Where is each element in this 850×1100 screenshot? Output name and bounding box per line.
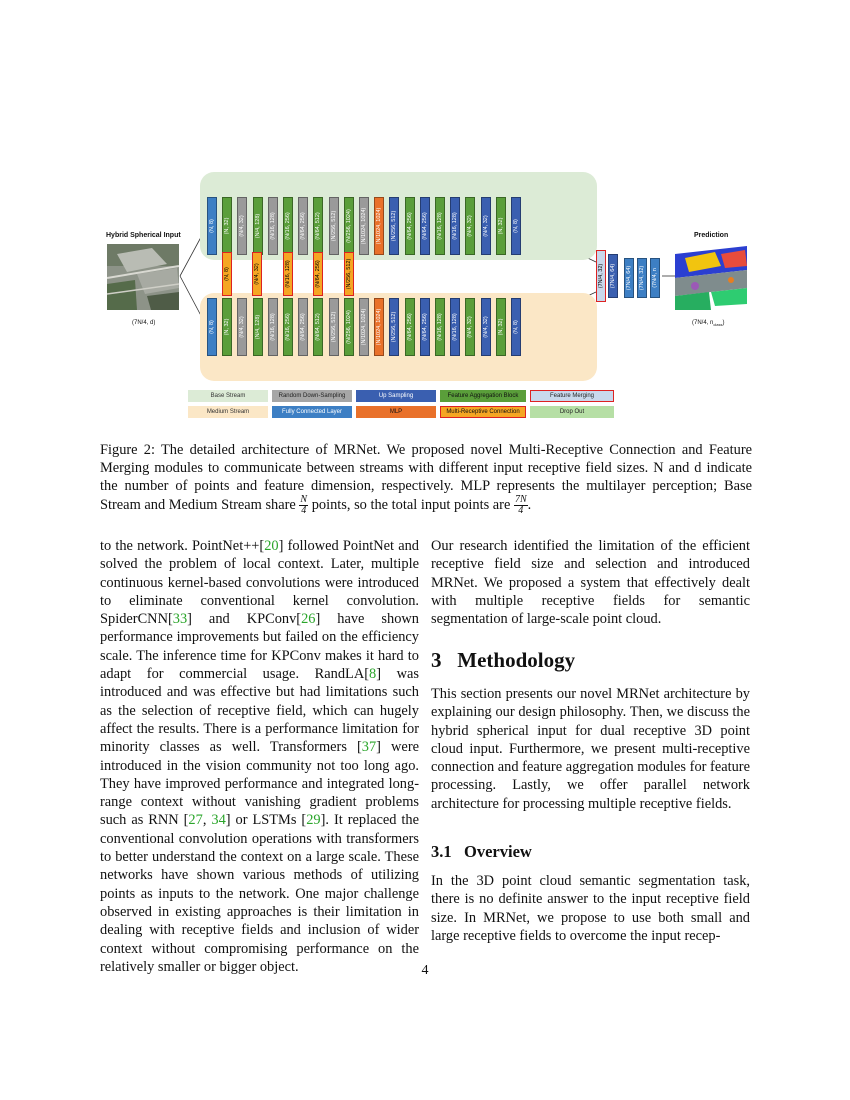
merge-block: (7N/4, 32): [596, 250, 606, 302]
base-block: (N/16, 256): [283, 197, 293, 255]
fraction-n-over-4: $\frac{N}{4}$: [300, 494, 308, 516]
subsection-paragraph: In the 3D point cloud semantic segmentation task, there is no definite answer to the input receptive field size. In MRNet, we propose to use both small and large receptive fields to overcome the input recep-: [431, 873, 750, 944]
input-point-cloud-image: [107, 244, 179, 310]
medium-block: (N/64, 256): [420, 298, 430, 356]
citation-link[interactable]: 27: [188, 812, 203, 829]
legend-item: Feature Merging: [530, 390, 614, 402]
medium-block: (N/4, 32): [481, 298, 491, 356]
prediction-point-cloud-image: [675, 244, 747, 310]
legend-item: Fully Connected Layer: [272, 406, 352, 418]
base-block: (N/256, 512): [329, 197, 339, 255]
legend-item: Base Stream: [188, 390, 268, 402]
multi-receptive-connection-block: (N/16, 128): [283, 252, 293, 296]
medium-block: (N/16, 256): [283, 298, 293, 356]
base-block: (N/64, 512): [313, 197, 323, 255]
base-block: (N/4, 32): [481, 197, 491, 255]
medium-block: (N/16, 128): [435, 298, 445, 356]
base-block: (N/16, 128): [450, 197, 460, 255]
input-caption: (7N/4, d): [132, 320, 156, 326]
legend-item: Feature Aggregation Block: [440, 390, 526, 402]
multi-receptive-connection-block: (N/4, 32): [252, 252, 262, 296]
base-block: (N/64, 256): [298, 197, 308, 255]
citation-link[interactable]: 8: [369, 666, 377, 683]
figure-caption: Figure 2: The detailed architecture of MRNet. We proposed novel Multi-Receptive Connection and Feature Merging modules to communicate between streams with different input receptive field sizes. N and d indicate the number of points and feature dimension, respectively. MLP represents the multilayer perception; Base Stream and Medium Stream share $\frac{N}{4}$ points, so the total input points are $\frac{7N}{4}$ .: [100, 442, 752, 516]
medium-block: (N, 8): [207, 298, 217, 356]
merge-block: (7N/4, 64): [608, 254, 618, 298]
merge-block: (7N/4, n: [650, 258, 660, 298]
base-block: (N, 8): [207, 197, 217, 255]
subsection-heading: 3.1 Overview: [431, 842, 532, 861]
citation-link[interactable]: 34: [211, 812, 226, 829]
citation-link[interactable]: 29: [306, 812, 321, 829]
medium-block: (N/4, 32): [237, 298, 247, 356]
text-run: ] have shown performance improvements but failed on the efficiency scale. The inference time for KPConv makes it hard to adapt for commercial usage. RandLA[: [100, 611, 419, 683]
citation-link[interactable]: 37: [361, 739, 377, 756]
multi-receptive-connection-block: (N/256, 512): [344, 252, 354, 296]
base-block: (N, 32): [222, 197, 232, 255]
base-block: (N/256, 512): [389, 197, 399, 255]
text-run: ]. It replaced the conventional convolution operations with transformers to better understand the context on a large scale. These networks have shown various methods of utilizing points as inputs to the network. One major challenge observed in existing approaches is their limitation in dealing with receptive fields and inclusion of wider context without compromising performance on the relatively smaller or bigger object.: [100, 812, 419, 975]
base-block: (N/16, 128): [268, 197, 278, 255]
medium-block: (N, 8): [511, 298, 521, 356]
medium-block: (N/64, 256): [405, 298, 415, 356]
legend-item: Up Sampling: [356, 390, 436, 402]
merge-block: (7N/4, 64): [624, 258, 634, 298]
medium-block: (N/64, 512): [313, 298, 323, 356]
section-heading: 3 Methodology: [431, 648, 576, 672]
merge-block: (7N/4, 32): [637, 258, 647, 298]
legend-item: Random Down-Sampling: [272, 390, 352, 402]
text-run: ] followed PointNet and solved the problem of local context. Later, multiple continuous kernel-based convolutions were introduced to eliminate conventional kernel convolution. SpiderCNN[: [100, 538, 419, 628]
medium-block: (N/1024, 1024): [374, 298, 384, 356]
base-block: (N/1024, 1024): [359, 197, 369, 255]
right-column-intro: Our research identified the limitation of the efficient receptive field size and selection and introduced MRNet. We proposed a system that effectively dealt with multiple receptive fields for semantic segmentation of large-scale point cloud.: [431, 538, 750, 628]
base-block: (N/256, 1024): [344, 197, 354, 255]
left-column-text: [100, 537, 419, 976]
base-block: (N/64, 256): [420, 197, 430, 255]
multi-receptive-connection-block: (N/64, 256): [313, 252, 323, 296]
text-run: ] were introduced in the vision community not too long ago. They have improved performance and integrated long-range context without vanishing gradient problems such as RNN [: [100, 739, 419, 829]
input-title: Hybrid Spherical Input: [106, 232, 181, 239]
base-block: (N/4, 128): [253, 197, 263, 255]
section-paragraph: This section presents our novel MRNet architecture by explaining our design philosophy. Then, we discuss the hybrid spherical input for dual receptive 3D point cloud input. Furthermore, we present multi-receptive connection and feature aggregation modules for feature processing. Lastly, we offer parallel network architecture for processing multiple receptive fields.: [431, 686, 750, 812]
medium-block: (N/1024, 1024): [359, 298, 369, 356]
base-block: (N, 8): [511, 197, 521, 255]
medium-block: (N/256, 1024): [344, 298, 354, 356]
base-block: (N/4, 32): [237, 197, 247, 255]
base-block: (N/64, 256): [405, 197, 415, 255]
base-block: (N/1024, 1024): [374, 197, 384, 255]
text-run: ] or LSTMs [: [225, 812, 307, 829]
medium-block: (N/4, 32): [465, 298, 475, 356]
text-run: ,: [202, 812, 212, 829]
text-run: ] was introduced and was effective but had limitations such as the selection of receptive field, which can hugely affect the results. There is a performance limitation for minority classes as well. Transformers [: [100, 666, 419, 756]
medium-block: (N, 32): [496, 298, 506, 356]
legend-item: MLP: [356, 406, 436, 418]
architecture-figure: [100, 172, 752, 427]
medium-block: (N/256, 512): [329, 298, 339, 356]
legend-item: Medium Stream: [188, 406, 268, 418]
citation-link[interactable]: 26: [301, 611, 316, 628]
medium-block: (N, 32): [222, 298, 232, 356]
medium-block: (N/16, 128): [268, 298, 278, 356]
multi-receptive-connection-block: (N, 8): [222, 252, 232, 296]
legend-item: Drop Out: [530, 406, 614, 418]
text-run: ] and KPConv[: [187, 611, 302, 628]
output-caption: (7N/4, $n_{class}$): [692, 320, 725, 328]
base-block: (N/4, 32): [465, 197, 475, 255]
citation-link[interactable]: 20: [264, 538, 279, 554]
medium-block: (N/256, 512): [389, 298, 399, 356]
fraction-7n-over-4: $\frac{7N}{4}$: [514, 494, 527, 516]
output-title: Prediction: [694, 232, 729, 239]
base-block: (N/16, 128): [435, 197, 445, 255]
base-block: (N, 32): [496, 197, 506, 255]
medium-block: (N/16, 128): [450, 298, 460, 356]
medium-block: (N/4, 128): [253, 298, 263, 356]
page-number: 4: [421, 963, 429, 978]
medium-block: (N/64, 256): [298, 298, 308, 356]
legend-item: Multi-Receptive Connection: [440, 406, 526, 418]
citation-link[interactable]: 33: [172, 611, 188, 628]
text-run: to the network. PointNet++[: [100, 538, 265, 554]
